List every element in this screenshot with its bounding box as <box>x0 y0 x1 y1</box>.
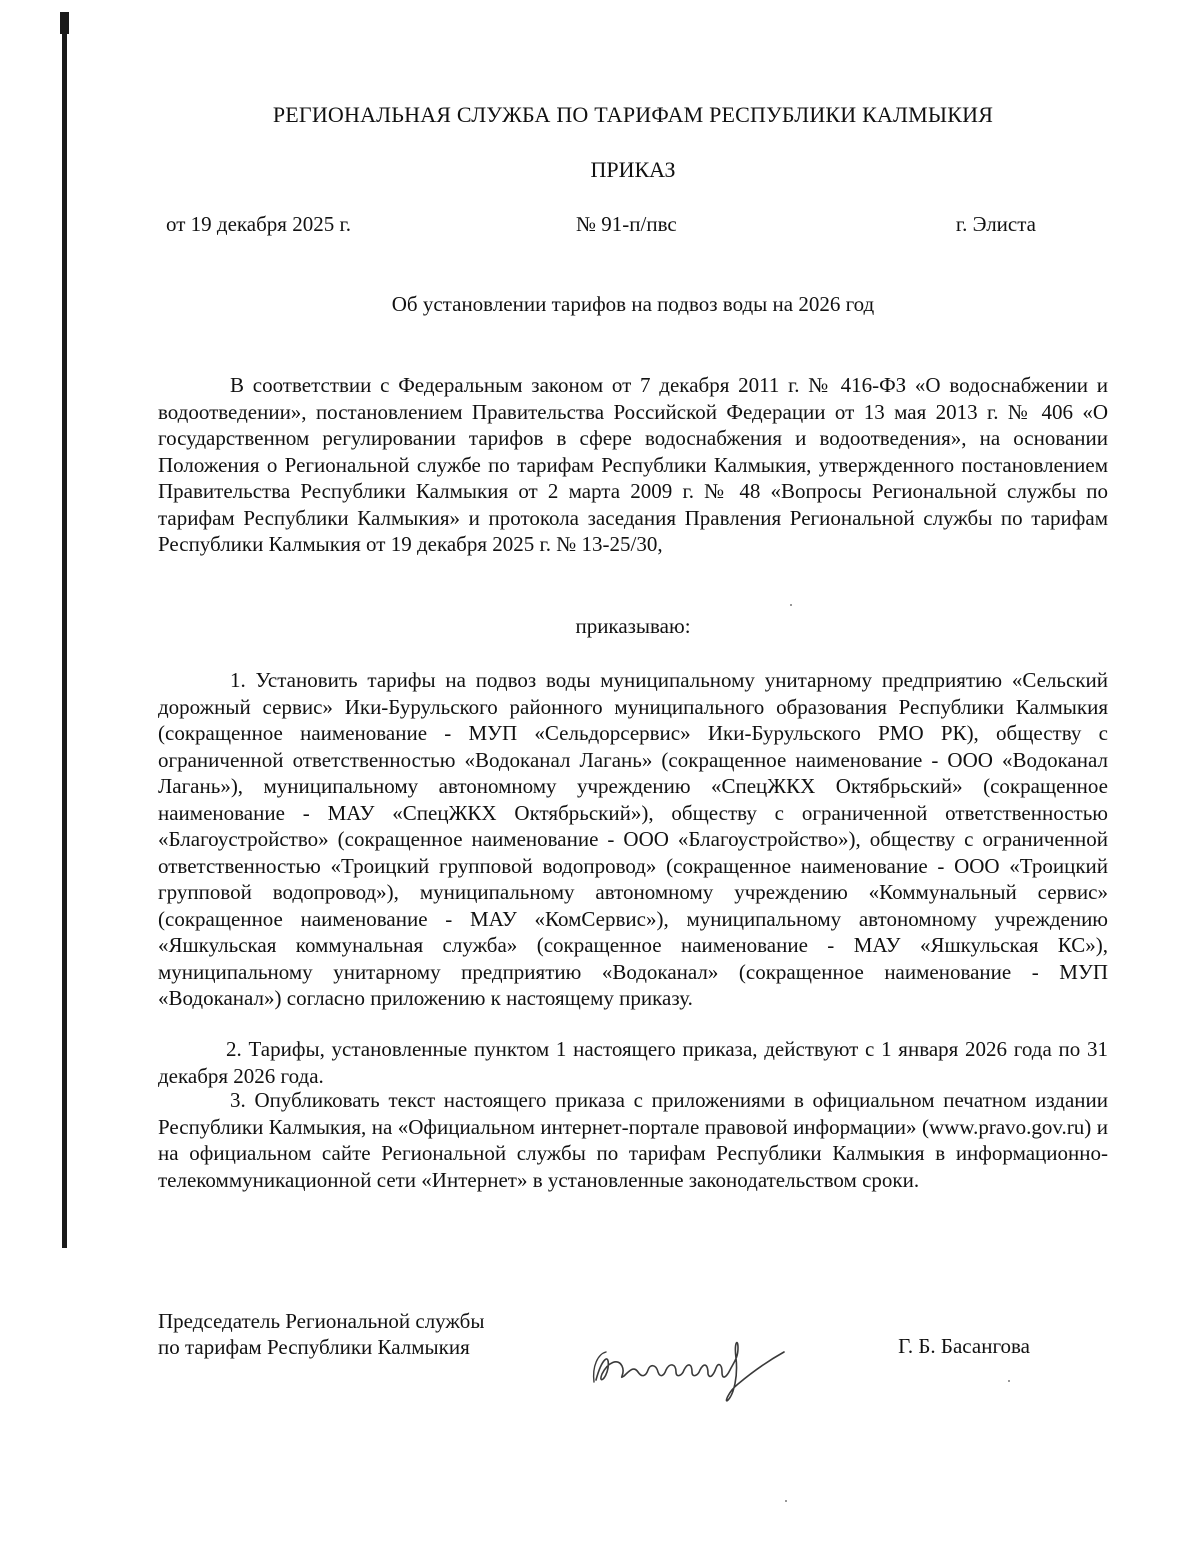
signer-title-line-1: Председатель Региональной службы <box>158 1309 485 1333</box>
agency-header: РЕГИОНАЛЬНАЯ СЛУЖБА ПО ТАРИФАМ РЕСПУБЛИКИ КАЛМЫКИЯ <box>272 102 994 127</box>
scan-speck <box>785 1500 787 1502</box>
preamble-paragraph: В соответствии с Федеральным законом от 7 декабря 2011 г. № 416-ФЗ «О водоснабжении и водоотведении», постановлением Правительства Российской Федерации от 13 мая 2013 г. № 406 «О государственном регулировании тарифов в сфере водоснабжения и водоотведения», на основании Положения о Региональной службе по тарифам Республики Калмыкия, утвержденного постановлением Правительства Республики Калмыкия от 2 марта 2009 г. № 48 «Вопросы Региональной службы по тарифам Республики Калмыкия» и протокола заседания Правления Региональной службы по тарифам Республики Калмыкия от 19 декабря 2025 г. № 13-25/30, <box>158 373 1108 556</box>
document-type: ПРИКАЗ <box>590 157 676 182</box>
document-city: г. Элиста <box>955 212 1036 236</box>
signer-title-line-2: по тарифам Республики Калмыкия <box>158 1335 470 1359</box>
handwritten-signature <box>588 1318 838 1408</box>
scan-speck <box>790 604 792 606</box>
document-number: № 91-п/пвс <box>576 212 677 236</box>
document-subject: Об установлении тарифов на подвоз воды на 2026 год <box>391 292 875 316</box>
scan-edge-line <box>62 18 67 1248</box>
scan-speck <box>1008 1380 1010 1382</box>
document-date: от 19 декабря 2025 г. <box>166 212 351 236</box>
signer-name: Г. Б. Басангова <box>898 1334 1030 1358</box>
order-item-2: 2. Тарифы, установленные пунктом 1 настоящего приказа, действуют с 1 января 2026 года по 31 декабря 2026 года. <box>158 1037 1108 1088</box>
decree-word: приказываю: <box>575 614 691 638</box>
signer-title <box>158 1308 484 1360</box>
order-item-3: 3. Опубликовать текст настоящего приказа с приложениями в официальном печатном издании Республики Калмыкия, на «Официальном интернет-портале правовой информации» (www.pravo.gov.ru) и на официальном сайте Региональной службы по тарифам Республики Калмыкия в информационно-телекоммуникационной сети «Интернет» в установленные законодательством сроки. <box>158 1088 1108 1192</box>
order-item-1: 1. Установить тарифы на подвоз воды муниципальному унитарному предприятию «Сельский дорожный сервис» Ики-Бурульского районного муниципального образования Республики Калмыкия (сокращенное наименование - МУП «Сельдорсервис» Ики-Бурульского РМО РК), обществу с ограниченной ответственностью «Водоканал Лагань» (сокращенное наименование - ООО «Водоканал Лагань»), муниципальному автономному учреждению «СпецЖКХ Октябрьский» (сокращенное наименование - МАУ «СпецЖКХ Октябрьский»), обществу с ограниченной ответственностью «Благоустройство» (сокращенное наименование - ООО «Благоустройство»), обществу с ограниченной ответственностью «Троицкий групповой водопровод» (сокращенное наименование - ООО «Троицкий групповой водопровод»), муниципальному автономному учреждению «Коммунальный сервис» (сокращенное наименование - МАУ «КомСервис»), муниципальному автономному учреждению «Яшкульская коммунальная служба» (сокращенное наименование - МАУ «Яшкульская КС»), муниципальному унитарному предприятию «Водоканал» (сокращенное наименование - МУП «Водоканал») согласно приложению к настоящему приказу. <box>158 668 1108 1010</box>
